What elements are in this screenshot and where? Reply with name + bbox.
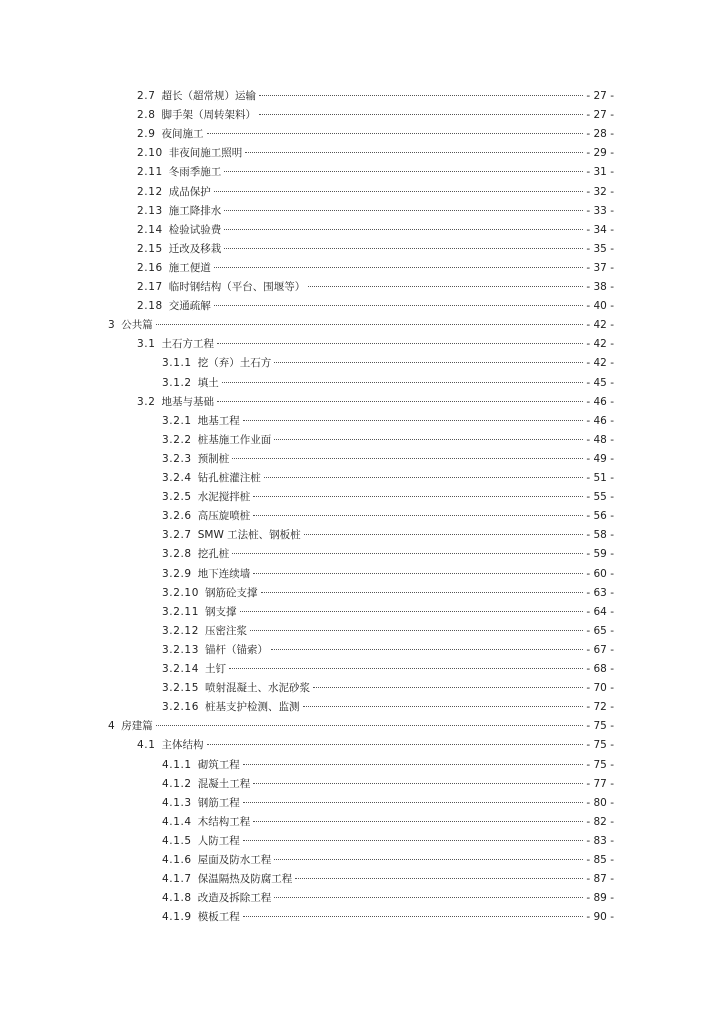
- toc-dot-leader: [243, 802, 584, 803]
- toc-dot-leader: [259, 95, 583, 96]
- toc-entry-number: 2.15: [137, 242, 163, 255]
- toc-entry-page: - 60 -: [586, 567, 614, 580]
- toc-entry-title: 人防工程: [197, 834, 240, 847]
- toc-entry-page: - 77 -: [586, 777, 614, 790]
- toc-entry-number: 3.1: [137, 338, 156, 351]
- toc-dot-leader: [214, 305, 584, 306]
- toc-dot-leader: [253, 821, 583, 822]
- toc-entry[interactable]: [137, 297, 614, 315]
- toc-dot-leader: [224, 210, 583, 211]
- toc-dot-leader: [214, 267, 584, 268]
- toc-entry-page: - 90 -: [586, 911, 614, 924]
- toc-entry-number: 3.2.12: [162, 624, 199, 637]
- toc-entry-number: 4.1.1: [162, 758, 192, 771]
- toc-entry-title: 冬雨季施工: [168, 166, 222, 179]
- toc-entry-title: 临时钢结构（平台、围堰等）: [168, 281, 306, 293]
- toc-dot-leader: [224, 229, 583, 230]
- toc-entry-page: - 32 -: [586, 185, 614, 198]
- toc-entry-title: 水泥搅拌桩: [197, 491, 251, 504]
- toc-entry-page: - 42 -: [586, 338, 614, 351]
- toc-entry-title: 主体结构: [161, 739, 204, 752]
- toc-entry[interactable]: [162, 660, 614, 678]
- toc-entry-page: - 46 -: [586, 414, 614, 427]
- toc-entry-title: 施工降排水: [168, 204, 222, 217]
- toc-entry-number: 3.2.2: [162, 433, 192, 446]
- toc-entry-title: 钢筋工程: [197, 796, 240, 809]
- toc-dot-leader: [308, 286, 583, 287]
- toc-entry-number: 3.2.14: [162, 663, 199, 675]
- toc-entry-page: - 72 -: [586, 701, 614, 714]
- toc-entry-number: 2.11: [137, 166, 163, 179]
- toc-entry[interactable]: [162, 679, 614, 697]
- toc-entry-number: 3.2.10: [162, 586, 199, 599]
- toc-entry-page: - 45 -: [586, 376, 614, 389]
- toc-entry[interactable]: [137, 87, 614, 105]
- toc-entry[interactable]: [137, 259, 614, 277]
- toc-entry-page: - 75 -: [586, 739, 614, 752]
- toc-entry-title: 夜间施工: [161, 128, 204, 141]
- toc-dot-leader: [245, 152, 583, 153]
- toc-entry-page: - 89 -: [586, 892, 614, 905]
- toc-entry[interactable]: [162, 526, 614, 544]
- toc-entry-page: - 85 -: [586, 854, 614, 866]
- toc-entry[interactable]: [137, 125, 614, 143]
- toc-entry[interactable]: [162, 756, 614, 774]
- toc-entry-page: - 87 -: [586, 873, 614, 886]
- toc-entry-number: 3.2.4: [162, 472, 192, 484]
- toc-entry-page: - 51 -: [586, 472, 614, 484]
- toc-dot-leader: [243, 916, 584, 917]
- toc-entry-number: 4.1.5: [162, 834, 192, 847]
- toc-entry-title: 挖（弃）土石方: [197, 357, 272, 370]
- toc-dot-leader: [304, 534, 584, 535]
- toc-entry-number: 3.1.2: [162, 376, 192, 389]
- toc-dot-leader: [217, 401, 583, 402]
- toc-entry-title: 房建篇: [121, 720, 153, 733]
- toc-entry[interactable]: [162, 641, 614, 659]
- toc-entry-page: - 82 -: [586, 815, 614, 828]
- toc-entry-number: 4.1: [137, 739, 156, 752]
- toc-entry-title: 公共篇: [121, 319, 153, 332]
- toc-entry-page: - 42 -: [586, 319, 614, 332]
- toc-entry[interactable]: [162, 374, 614, 392]
- toc-entry-number: 3.2.7: [162, 529, 192, 542]
- toc-entry[interactable]: [162, 794, 614, 812]
- toc-dot-leader: [229, 668, 583, 669]
- toc-entry[interactable]: [162, 813, 614, 831]
- toc-entry[interactable]: [162, 908, 614, 926]
- toc-entry-page: - 75 -: [586, 720, 614, 733]
- toc-entry-page: - 58 -: [586, 529, 614, 542]
- toc-dot-leader: [253, 496, 583, 497]
- toc-entry-page: - 68 -: [586, 663, 614, 675]
- toc-entry-title: 钻孔桩灌注桩: [197, 472, 261, 484]
- toc-entry-number: 4: [108, 720, 116, 733]
- toc-entry-page: - 48 -: [586, 433, 614, 446]
- toc-entry-title: 交通疏解: [168, 300, 211, 313]
- toc-entry-title: 脚手架（周转架料）: [161, 109, 256, 122]
- toc-entry-page: - 34 -: [586, 223, 614, 236]
- toc-entry[interactable]: [162, 889, 614, 907]
- toc-entry[interactable]: [162, 603, 614, 621]
- toc-dot-leader: [264, 477, 584, 478]
- toc-entry[interactable]: [137, 163, 614, 181]
- toc-entry-page: - 59 -: [586, 548, 614, 561]
- toc-dot-leader: [222, 382, 584, 383]
- toc-dot-leader: [274, 362, 583, 363]
- toc-entry-title: 成品保护: [168, 185, 211, 198]
- toc-entry-number: 2.10: [137, 147, 163, 160]
- toc-entry-title: 预制桩: [197, 452, 230, 465]
- toc-entry[interactable]: [137, 335, 614, 353]
- toc-entry-title: 模板工程: [197, 911, 240, 924]
- toc-dot-leader: [224, 248, 583, 249]
- toc-entry[interactable]: [108, 717, 614, 735]
- toc-entry[interactable]: [137, 202, 614, 220]
- toc-entry-title: 土石方工程: [161, 338, 214, 351]
- toc-dot-leader: [214, 191, 584, 192]
- toc-entry-page: - 35 -: [586, 242, 614, 255]
- toc-entry-number: 4.1.3: [162, 796, 192, 809]
- toc-dot-leader: [243, 840, 584, 841]
- toc-entry[interactable]: [162, 545, 614, 563]
- toc-entry-page: - 70 -: [586, 682, 614, 695]
- toc-entry-page: - 56 -: [586, 510, 614, 523]
- toc-entry-number: 4.1.9: [162, 911, 192, 924]
- toc-entry-title: 高压旋喷桩: [197, 510, 251, 523]
- toc-entry-page: - 33 -: [586, 204, 614, 217]
- toc-dot-leader: [240, 611, 584, 612]
- toc-entry-title: 锚杆（锚索）: [205, 643, 268, 656]
- toc-entry-page: - 67 -: [586, 643, 614, 656]
- toc-entry-title: 迁改及移栽: [168, 242, 222, 255]
- toc-entry-page: - 37 -: [586, 261, 614, 274]
- toc-dot-leader: [207, 744, 584, 745]
- toc-entry-number: 2.9: [137, 128, 156, 141]
- toc-entry-page: - 42 -: [586, 357, 614, 370]
- toc-dot-leader: [232, 458, 583, 459]
- toc-entry[interactable]: [137, 144, 614, 162]
- toc-entry-number: 3.1.1: [162, 357, 192, 370]
- toc-dot-leader: [274, 439, 583, 440]
- toc-entry-number: 2.18: [137, 300, 163, 313]
- toc-entry-number: 3.2.16: [162, 701, 199, 714]
- toc-entry-page: - 40 -: [586, 300, 614, 313]
- toc-entry-title: 钢支撑: [205, 605, 237, 618]
- toc-entry-page: - 64 -: [586, 605, 614, 618]
- toc-entry-title: 地基工程: [197, 414, 240, 427]
- toc-entry-number: 3.2: [137, 395, 156, 408]
- toc-entry[interactable]: [137, 278, 614, 296]
- toc-entry-number: 2.12: [137, 185, 163, 198]
- toc-entry-title: 保温隔热及防腐工程: [197, 873, 293, 886]
- toc-entry-title: 地下连续墙: [197, 567, 251, 580]
- toc-dot-leader: [207, 133, 584, 134]
- toc-entry-number: 4.1.4: [162, 815, 192, 828]
- toc-entry[interactable]: [162, 431, 614, 449]
- toc-entry-number: 4.1.2: [162, 777, 192, 790]
- toc-entry-number: 3: [108, 319, 116, 332]
- toc-entry[interactable]: [162, 851, 614, 869]
- toc-entry-number: 2.13: [137, 204, 163, 217]
- toc-dot-leader: [274, 897, 583, 898]
- toc-entry-number: 2.7: [137, 90, 156, 102]
- toc-entry[interactable]: [108, 316, 614, 334]
- toc-entry[interactable]: [162, 507, 614, 525]
- toc-entry-title: 混凝土工程: [197, 777, 251, 790]
- toc-dot-leader: [259, 114, 583, 115]
- toc-entry-number: 3.2.11: [162, 605, 199, 618]
- toc-entry-page: - 31 -: [586, 166, 614, 179]
- toc-dot-leader: [253, 573, 583, 574]
- toc-entry-number: 3.2.13: [162, 643, 199, 656]
- toc-entry-title: 屋面及防水工程: [197, 854, 272, 866]
- toc-entry-page: - 55 -: [586, 491, 614, 504]
- toc-entry-title: 检验试验费: [168, 223, 222, 236]
- toc-dot-leader: [156, 324, 584, 325]
- toc-dot-leader: [243, 764, 584, 765]
- toc-dot-leader: [224, 171, 583, 172]
- toc-entry-number: 3.2.6: [162, 510, 192, 523]
- toc-entry[interactable]: [137, 221, 614, 239]
- toc-dot-leader: [250, 630, 583, 631]
- toc-entry-number: 3.2.9: [162, 567, 192, 580]
- toc-entry[interactable]: [162, 870, 614, 888]
- toc-entry[interactable]: [162, 469, 614, 487]
- toc-entry-title: 土钉: [205, 663, 226, 675]
- toc-entry[interactable]: [137, 106, 614, 124]
- toc-entry-title: 填土: [197, 376, 219, 389]
- toc-dot-leader: [217, 343, 583, 344]
- toc-dot-leader: [243, 420, 584, 421]
- toc-entry-page: - 65 -: [586, 624, 614, 637]
- toc-entry[interactable]: [162, 584, 614, 602]
- toc-entry-number: 3.2.15: [162, 682, 199, 695]
- toc-entry-page: - 49 -: [586, 452, 614, 465]
- toc-entry-title: 挖孔桩: [197, 548, 230, 561]
- toc-entry-number: 2.8: [137, 109, 156, 122]
- toc-entry-title: 木结构工程: [197, 815, 251, 828]
- toc-entry-title: 钢筋砼支撑: [205, 586, 258, 599]
- toc-entry-title: 地基与基础: [161, 395, 214, 408]
- toc-dot-leader: [253, 515, 583, 516]
- toc-entry-number: 4.1.8: [162, 892, 192, 905]
- toc-entry-title: 桩基支护检测、监测: [205, 701, 300, 714]
- toc-dot-leader: [253, 783, 583, 784]
- toc-entry-title: 改造及拆除工程: [197, 892, 272, 905]
- toc-entry-number: 2.17: [137, 281, 163, 293]
- toc-entry-title: 施工便道: [168, 261, 211, 274]
- toc-dot-leader: [303, 706, 584, 707]
- toc-entry-number: 3.2.1: [162, 414, 192, 427]
- toc-entry-number: 4.1.6: [162, 854, 192, 866]
- toc-dot-leader: [271, 649, 583, 650]
- toc-entry[interactable]: [162, 775, 614, 793]
- toc-dot-leader: [261, 592, 584, 593]
- toc-entry-title: 桩基施工作业面: [197, 433, 272, 446]
- toc-dot-leader: [313, 687, 583, 688]
- toc-dot-leader: [274, 859, 583, 860]
- toc-entry-page: - 75 -: [586, 758, 614, 771]
- toc-entry-page: - 27 -: [586, 109, 614, 122]
- toc-entry-number: 3.2.3: [162, 452, 192, 465]
- toc-entry-title: SMW 工法桩、钢板桩: [197, 529, 301, 542]
- toc-entry[interactable]: [137, 183, 614, 201]
- toc-entry[interactable]: [137, 736, 614, 754]
- toc-entry-number: 3.2.8: [162, 548, 192, 561]
- toc-entry[interactable]: [137, 393, 614, 411]
- toc-entry-number: 2.16: [137, 261, 163, 274]
- toc-entry-number: 4.1.7: [162, 873, 192, 886]
- toc-entry[interactable]: [162, 565, 614, 583]
- toc-entry-page: - 83 -: [586, 834, 614, 847]
- toc-entry-page: - 38 -: [586, 281, 614, 293]
- toc-entry-page: - 27 -: [586, 90, 614, 102]
- toc-entry[interactable]: [162, 354, 614, 372]
- toc-entry[interactable]: [162, 622, 614, 640]
- toc-entry[interactable]: [162, 832, 614, 850]
- toc-dot-leader: [232, 553, 583, 554]
- toc-entry-title: 非夜间施工照明: [168, 147, 243, 160]
- toc-entry[interactable]: [162, 412, 614, 430]
- toc-entry-page: - 28 -: [586, 128, 614, 141]
- toc-entry[interactable]: [137, 240, 614, 258]
- toc-entry-page: - 29 -: [586, 147, 614, 160]
- toc-dot-leader: [295, 878, 583, 879]
- toc-entry[interactable]: [162, 488, 614, 506]
- toc-entry-title: 压密注浆: [205, 624, 247, 637]
- toc-entry[interactable]: [162, 450, 614, 468]
- toc-dot-leader: [156, 725, 584, 726]
- toc-entry-number: 2.14: [137, 223, 163, 236]
- toc-entry-title: 砌筑工程: [197, 758, 240, 771]
- toc-entry-title: 超长（超常规）运输: [161, 90, 256, 102]
- toc-entry-page: - 80 -: [586, 796, 614, 809]
- toc-entry-page: - 46 -: [586, 395, 614, 408]
- toc-entry-number: 3.2.5: [162, 491, 192, 504]
- toc-entry-page: - 63 -: [586, 586, 614, 599]
- toc-entry[interactable]: [162, 698, 614, 716]
- toc-entry-title: 喷射混凝土、水泥砂浆: [205, 682, 310, 695]
